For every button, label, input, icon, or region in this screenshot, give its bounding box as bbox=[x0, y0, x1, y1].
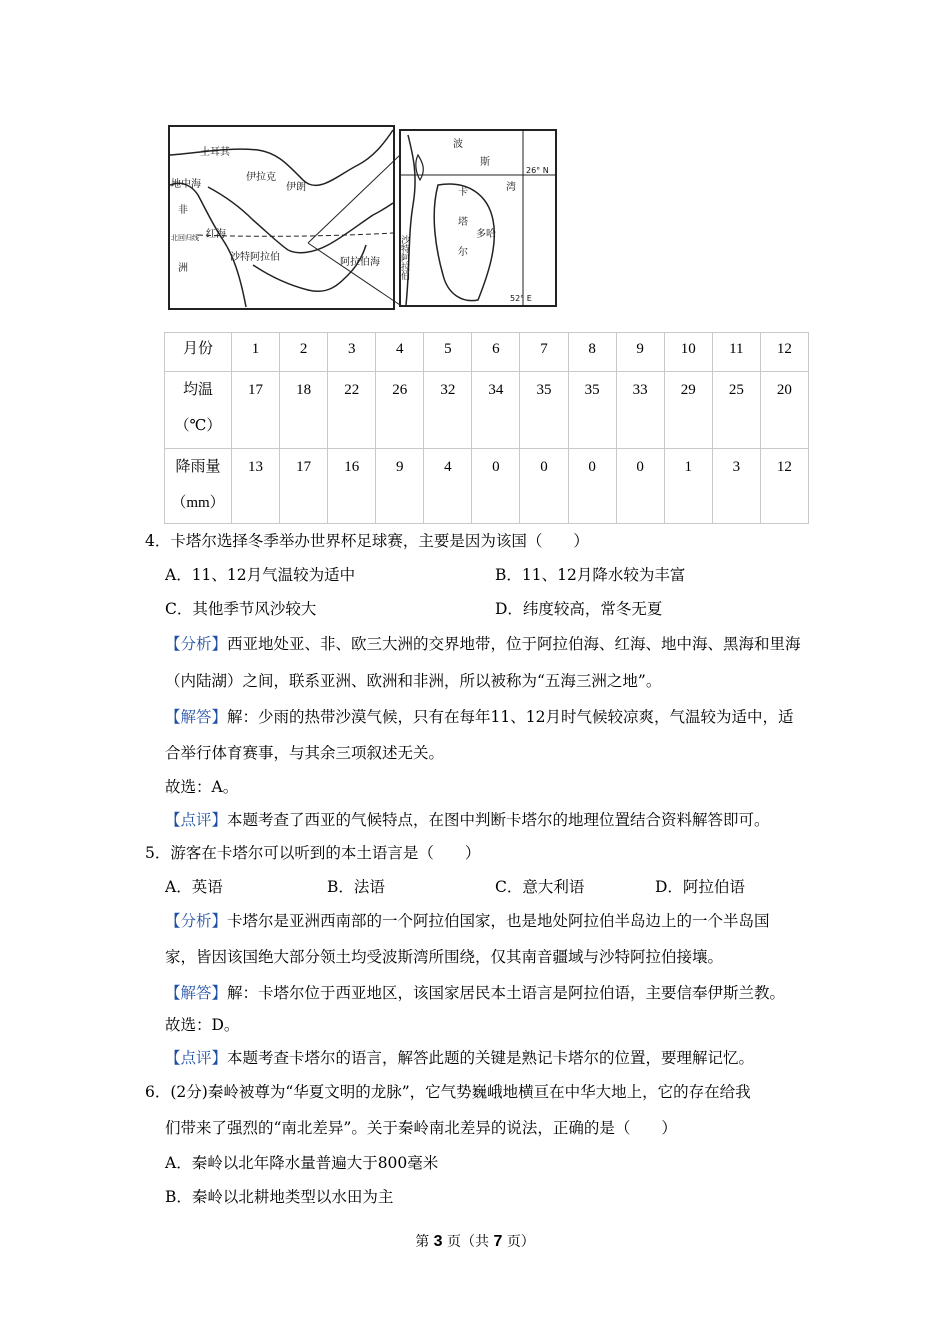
analysis-tag: 【分析】 bbox=[165, 635, 228, 653]
table-cell: 17 bbox=[280, 449, 328, 524]
table-cell: 0 bbox=[520, 449, 568, 524]
q5-analysis-text-1: 卡塔尔是亚洲西南部的一个阿拉伯国家，也是地处阿拉伯半岛边上的一个半岛国 bbox=[227, 912, 770, 930]
table-cell: 3 bbox=[712, 449, 760, 524]
map-label-arabian-sea: 阿拉伯海 bbox=[340, 257, 380, 268]
temp-label-1: 均温 bbox=[182, 382, 213, 398]
table-cell: 12 bbox=[760, 449, 808, 524]
q4-option-d: D．纬度较高，常冬无夏 bbox=[495, 600, 663, 618]
map-label-red-sea: 红海 bbox=[206, 229, 226, 240]
map-label-lon: 52° E bbox=[510, 294, 532, 303]
table-cell: 9 bbox=[376, 449, 424, 524]
map-label-africa-2: 洲 bbox=[178, 263, 188, 274]
table-cell: 32 bbox=[424, 372, 472, 449]
map-label-persian-1: 波 bbox=[453, 139, 463, 150]
q4-choice: 故选：A。 bbox=[165, 778, 239, 796]
table-cell bbox=[165, 372, 232, 449]
q5-answer-line-1 bbox=[165, 981, 785, 1003]
table-cell: 35 bbox=[568, 372, 616, 449]
q5-option-d: D．阿拉伯语 bbox=[655, 878, 745, 896]
q5-option-c: C．意大利语 bbox=[495, 878, 585, 896]
q4-answer-line-1 bbox=[165, 705, 793, 727]
q4-comment-text: 本题考查了西亚的气候特点，在图中判断卡塔尔的地理位置结合资料解答即可。 bbox=[227, 811, 770, 829]
comment-tag: 【点评】 bbox=[165, 811, 228, 829]
q4-stem: 4．卡塔尔选择冬季举办世界杯足球赛，主要是因为该国（ ） bbox=[145, 532, 589, 550]
table-cell: 11 bbox=[712, 333, 760, 372]
q5-stem: 5．游客在卡塔尔可以听到的本土语言是（ ） bbox=[145, 844, 481, 862]
q4-answer-text-1: 解：少雨的热带沙漠气候，只有在每年11、12月时气候较凉爽，气温较为适中，适 bbox=[227, 708, 794, 726]
table-cell: 3 bbox=[328, 333, 376, 372]
q5-choice: 故选：D。 bbox=[165, 1016, 240, 1034]
q5-answer-text-1: 解：卡塔尔位于西亚地区，该国家居民本土语言是阿拉伯语，主要信奉伊斯兰教。 bbox=[227, 984, 786, 1002]
table-cell: 10 bbox=[664, 333, 712, 372]
q5-comment-text: 本题考查卡塔尔的语言，解答此题的关键是熟记卡塔尔的位置，要理解记忆。 bbox=[227, 1049, 755, 1067]
temp-label-2: （℃） bbox=[174, 418, 222, 434]
table-cell: 20 bbox=[760, 372, 808, 449]
table-cell: 9 bbox=[616, 333, 664, 372]
page-footer bbox=[0, 1231, 950, 1251]
map-label-mediterranean: 地中海 bbox=[171, 179, 201, 190]
q6-stem-line-1: 6．(2分)秦岭被尊为“华夏文明的龙脉”，它气势巍峨地横亘在中华大地上，它的存在给我 bbox=[145, 1083, 751, 1101]
q6-option-b: B．秦岭以北耕地类型以水田为主 bbox=[165, 1188, 394, 1206]
table-cell: 2 bbox=[280, 333, 328, 372]
map-label-tropic: 北回归线 bbox=[171, 234, 199, 242]
table-cell: 0 bbox=[616, 449, 664, 524]
map-label-saudi: 沙特阿拉伯 bbox=[230, 252, 280, 263]
table-cell bbox=[165, 449, 232, 524]
table-cell: 33 bbox=[616, 372, 664, 449]
rain-label-1: 降雨量 bbox=[175, 459, 221, 475]
q4-analysis-line-1 bbox=[165, 632, 801, 654]
answer-tag: 【解答】 bbox=[165, 984, 228, 1002]
table-row bbox=[165, 449, 809, 524]
table-cell: 月份 bbox=[165, 333, 232, 372]
map-label-doha: 多哈 bbox=[476, 229, 496, 240]
footer-post: 页） bbox=[506, 1234, 535, 1250]
climate-table bbox=[164, 332, 809, 524]
map-label-saudi-inset: 沙特阿拉伯 bbox=[399, 235, 409, 280]
q6-stem-line-2: 们带来了强烈的“南北差异”。关于秦岭南北差异的说法，正确的是（ ） bbox=[165, 1119, 677, 1137]
map-label-turkey: 土耳其 bbox=[200, 147, 230, 158]
table-cell: 5 bbox=[424, 333, 472, 372]
rain-label-2: （mm） bbox=[171, 495, 225, 511]
table-cell: 1 bbox=[664, 449, 712, 524]
map-label-persian-3: 湾 bbox=[506, 182, 516, 193]
q4-analysis-line-2: （内陆湖）之间，联系亚洲、欧洲和非洲，所以被称为“五海三洲之地”。 bbox=[165, 672, 662, 690]
footer-page-number: 3 bbox=[433, 1233, 443, 1250]
table-cell: 12 bbox=[760, 333, 808, 372]
map-label-persian-2: 斯 bbox=[480, 157, 490, 168]
q5-comment bbox=[165, 1046, 754, 1068]
table-cell: 26 bbox=[376, 372, 424, 449]
table-cell: 17 bbox=[232, 372, 280, 449]
table-cell: 4 bbox=[376, 333, 424, 372]
q4-analysis-text-1: 西亚地处亚、非、欧三大洲的交界地带，位于阿拉伯海、红海、地中海、黑海和里海 bbox=[227, 635, 801, 653]
table-row bbox=[165, 333, 809, 372]
table-cell: 13 bbox=[232, 449, 280, 524]
table-cell: 6 bbox=[472, 333, 520, 372]
map-label-qatar-3: 尔 bbox=[458, 247, 468, 258]
table-cell: 35 bbox=[520, 372, 568, 449]
table-cell: 16 bbox=[328, 449, 376, 524]
table-cell: 34 bbox=[472, 372, 520, 449]
table-cell: 4 bbox=[424, 449, 472, 524]
table-cell: 18 bbox=[280, 372, 328, 449]
q5-option-a: A．英语 bbox=[165, 878, 223, 896]
comment-tag: 【点评】 bbox=[165, 1049, 228, 1067]
q6-option-a: A．秦岭以北年降水量普遍大于800毫米 bbox=[165, 1154, 439, 1172]
footer-total-pages: 7 bbox=[493, 1233, 503, 1250]
table-cell: 1 bbox=[232, 333, 280, 372]
middle-east-map bbox=[168, 125, 558, 312]
q4-option-b: B．11、12月降水较为丰富 bbox=[495, 566, 686, 584]
map-label-qatar-2: 塔 bbox=[458, 217, 468, 228]
q4-option-a: A．11、12月气温较为适中 bbox=[165, 566, 356, 584]
answer-tag: 【解答】 bbox=[165, 708, 228, 726]
q5-analysis-line-1 bbox=[165, 909, 770, 931]
analysis-tag: 【分析】 bbox=[165, 912, 228, 930]
map-label-lat: 26° N bbox=[526, 166, 549, 175]
table-row bbox=[165, 372, 809, 449]
table-cell: 29 bbox=[664, 372, 712, 449]
footer-mid: 页（共 bbox=[447, 1234, 489, 1250]
map-label-qatar-1: 卡 bbox=[458, 187, 468, 198]
table-cell: 8 bbox=[568, 333, 616, 372]
map-label-iran: 伊朗 bbox=[286, 182, 306, 193]
map-label-iraq: 伊拉克 bbox=[246, 172, 276, 183]
q4-comment bbox=[165, 808, 770, 830]
footer-pre: 第 bbox=[415, 1234, 430, 1250]
table-cell: 25 bbox=[712, 372, 760, 449]
q4-answer-line-2: 合举行体育赛事，与其余三项叙述无关。 bbox=[165, 744, 445, 762]
table-cell: 0 bbox=[568, 449, 616, 524]
q5-analysis-line-2: 家，皆因该国绝大部分领土均受波斯湾所围绕，仅其南音疆域与沙特阿拉伯接壤。 bbox=[165, 948, 724, 966]
q5-option-b: B．法语 bbox=[327, 878, 385, 896]
table-cell: 0 bbox=[472, 449, 520, 524]
table-cell: 7 bbox=[520, 333, 568, 372]
map-label-africa-1: 非 bbox=[178, 205, 188, 216]
table-cell: 22 bbox=[328, 372, 376, 449]
q4-option-c: C．其他季节风沙较大 bbox=[165, 600, 317, 618]
